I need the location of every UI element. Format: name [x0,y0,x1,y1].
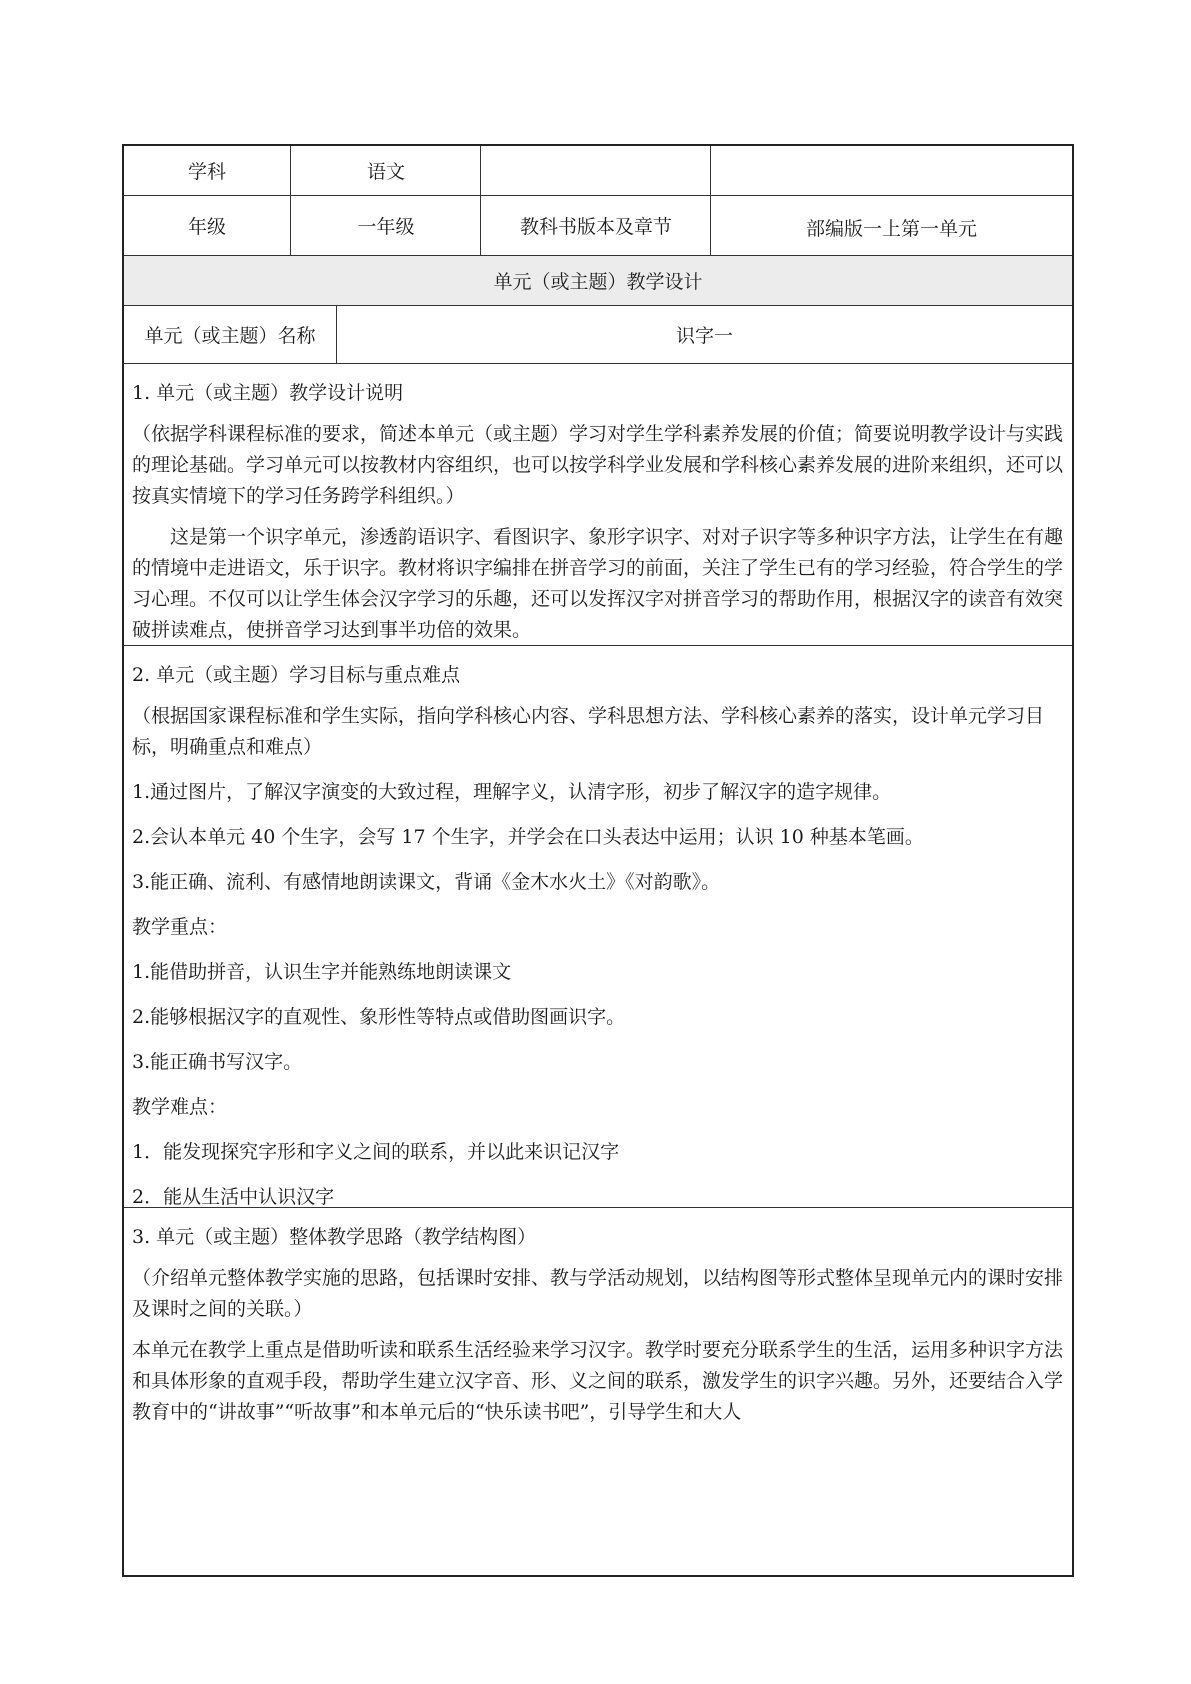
section-teaching-approach [124,1208,1072,1575]
subject-label: 学科 [187,161,226,183]
grade-label: 年级 [187,216,226,238]
lesson-plan-table [122,144,1074,1577]
design-banner: 单元（或主题）教学设计 [493,271,703,293]
goal-item: 1.通过图片，了解汉字演变的大致过程，理解字义，认清字形，初步了解汉字的造字规律。 [132,781,892,803]
section-goals [124,646,1072,1208]
design-banner-row [124,256,1072,306]
key-point-item: 1.能借助拼音，认识生字并能熟练地朗读课文 [132,961,512,983]
grade-row [124,196,1072,256]
section1-body: 这是第一个识字单元，渗透韵语识字、看图识字、象形字识字、对对子识字等多种识字方法，让学生在有趣的情境中走进语文，乐于识字。教材将识字编排在拼音学习的前面，关注了学生已有的学习经验，符合学生的学习心理。不仅可以让学生体会汉字学习的乐趣，还可以发挥汉字对拼音学习的帮助作用，根据汉字的读音有效突破拼读难点，使拼音学习达到事半功倍的效果。 [132,526,1064,641]
section-design-description [124,364,1072,646]
goal-item: 2.会认本单元 40 个生字，会写 17 个生字，并学会在口头表达中运用；认识 10 种基本笔画。 [132,826,924,848]
subject-value: 语文 [290,146,481,195]
section1-title: 1. 单元（或主题）教学设计说明 [132,382,404,404]
section3-hint: （介绍单元整体教学实施的思路，包括课时安排、教与学活动规划，以结构图等形式整体呈现单元内的课时安排及课时之间的关联。） [132,1267,1064,1320]
textbook-label: 教科书版本及章节 [480,196,711,255]
unit-name-label: 单元（或主题）名称 [144,325,316,347]
section3-body: 本单元在教学上重点是借助听读和联系生活经验来学习汉字。教学时要充分联系学生的生活，运用多种识字方法和具体形象的直观手段，帮助学生建立汉字音、形、义之间的联系，激发学生的识字兴趣。另外，还要结合入学教育中的“讲故事”“听故事”和本单元后的“快乐读书吧”，引导学生和大人 [132,1339,1064,1423]
section1-hint: （依据学科课程标准的要求，简述本单元（或主题）学习对学生学科素养发展的价值；简要说明教学设计与实践的理论基础。学习单元可以按教材内容组织，也可以按学科学业发展和学科核心素养发展的进阶来组织，还可以按真实情境下的学习任务跨学科组织。） [132,423,1064,507]
key-point-item: 3.能正确书写汉字。 [132,1051,303,1073]
difficulty-item: 1．能发现探究字形和字义之间的联系，并以此来识记汉字 [132,1141,620,1163]
section2-hint: （根据国家课程标准和学生实际，指向学科核心内容、学科思想方法、学科核心素养的落实，设计单元学习目标，明确重点和难点） [132,705,1045,758]
subject-row [124,146,1072,196]
grade-value: 一年级 [290,196,481,255]
section2-title: 2. 单元（或主题）学习目标与重点难点 [132,664,461,686]
key-point-item: 2.能够根据汉字的直观性、象形性等特点或借助图画识字。 [132,1006,626,1028]
difficulty-label: 教学难点： [132,1096,228,1118]
unit-name-value: 识字一 [336,306,1072,363]
section3-title: 3. 单元（或主题）整体教学思路（教学结构图） [132,1226,537,1248]
textbook-value: 部编版一上第一单元 [710,196,1072,255]
key-points-label: 教学重点： [132,916,228,938]
goal-item: 3.能正确、流利、有感情地朗读课文，背诵《金木水火土》《对韵歌》。 [132,871,721,893]
difficulty-item: 2．能从生活中认识汉字 [132,1186,335,1208]
empty-cell-a [480,146,711,195]
empty-cell-b [710,146,1072,195]
unit-name-row [124,306,1072,364]
